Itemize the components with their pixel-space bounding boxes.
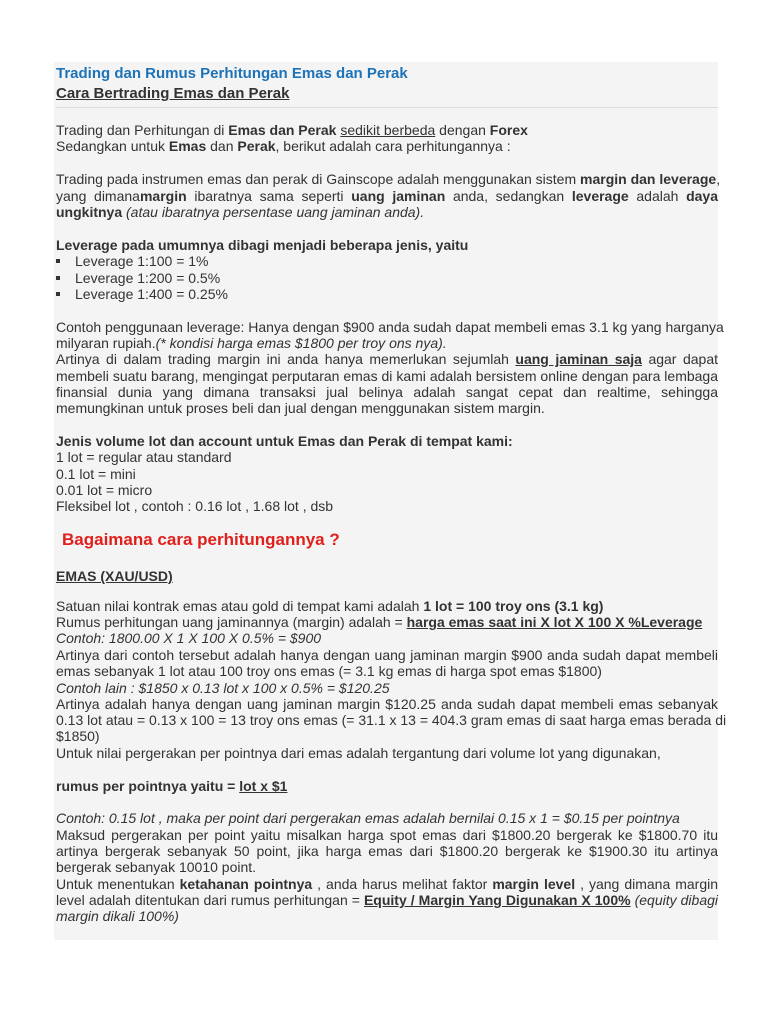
contoh-line-2: milyaran rupiah.(* kondisi harga emas $1800 per troy ons nya). [56, 335, 447, 351]
contoh-line-6: memungkinan untuk proses beli dan jual dengan menggunakan sistem margin. [56, 400, 545, 416]
point-line-4: artinya bergerak sebanyak 50 point, jika harga emas dari $1800.20 bergerak ke $1900.30 itu artinya [56, 843, 718, 859]
emas-line-10: Untuk nilai pergerakan per pointnya dari emas adalah tergantung dari volume lot yang digunakan, [56, 745, 661, 761]
page-title: Trading dan Rumus Perhitungan Emas dan Perak [56, 65, 408, 82]
point-formula: rumus per pointnya yaitu = lot x $1 [56, 778, 288, 794]
emas-line-8: 0.13 lot atau = 0.13 x 100 = 13 troy ons emas (= 31.1 x 13 = 404.3 gram emas di saat harga emas berada di [56, 712, 727, 728]
emas-line-1: Satuan nilai kontrak emas atau gold di tempat kami adalah 1 lot = 100 troy ons (3.1 kg) [56, 598, 604, 614]
emas-line-9: $1850) [56, 728, 100, 744]
lot-item: 0.01 lot = micro [56, 482, 153, 498]
lot-heading: Jenis volume lot dan account untuk Emas dan Perak di tempat kami: [56, 433, 513, 449]
emas-line-5: emas sebanyak 1 lot atau 100 troy ons emas (= 3.1 kg emas di harga spot emas $1800) [56, 663, 602, 679]
bullet-icon [56, 292, 60, 296]
contoh-line-5: finansial dunia yang dimana transaksi jual belinya adalah sangat cepat dan realtime, sehingga [56, 384, 718, 400]
section-heading: Bagaimana cara perhitungannya ? [62, 530, 340, 549]
emas-heading: EMAS (XAU/USD) [56, 568, 173, 584]
leverage-item: Leverage 1:100 = 1% [56, 253, 209, 269]
point-line-2: Contoh: 0.15 lot , maka per point dari pergerakan emas adalah bernilai 0.15 x 1 = $0.15 per pointnya [56, 810, 680, 826]
margin-line-2: yang dimanamargin ibaratnya sama seperti uang jaminan anda, sedangkan leverage adalah daya [56, 188, 719, 204]
sedikit-berbeda-link[interactable]: sedikit berbeda [340, 122, 436, 138]
contoh-line-1: Contoh penggunaan leverage: Hanya dengan $900 anda sudah dapat membeli emas 3.1 kg yang harganya [56, 319, 724, 335]
intro-line-1: Trading dan Perhitungan di Emas dan Perak sedikit berbeda dengan Forex [56, 122, 528, 138]
point-line-5: bergerak sebanyak 10010 point. [56, 859, 257, 875]
emas-line-7: Artinya adalah hanya dengan uang jaminan margin $120.25 anda sudah dapat membeli emas sebanyak [56, 696, 718, 712]
margin-line-3: ungkitnya (atau ibaratnya persentase uang jaminan anda). [56, 204, 425, 220]
leverage-item: Leverage 1:400 = 0.25% [56, 286, 228, 302]
emas-line-6: Contoh lain : $1850 x 0.13 lot x 100 x 0.5% = $120.25 [56, 680, 390, 696]
contoh-line-4: membeli suatu barang, mengingat perputaran emas di kami adalah bersistem online dengan para lembaga [56, 368, 718, 384]
divider [56, 107, 718, 108]
emas-line-3: Contoh: 1800.00 X 1 X 100 X 0.5% = $900 [56, 630, 322, 646]
bullet-icon [56, 276, 60, 280]
emas-line-2: Rumus perhitungan uang jaminannya (margin) adalah = harga emas saat ini X lot X 100 X %Leverage [56, 614, 703, 630]
contoh-line-3: Artinya di dalam trading margin ini anda hanya memerlukan sejumlah uang jaminan saja agar dapat [56, 351, 718, 367]
margin-line-1: Trading pada instrumen emas dan perak di Gainscope adalah menggunakan sistem margin dan leverage, [56, 171, 721, 187]
bullet-icon [56, 259, 60, 263]
lot-item: Fleksibel lot , contoh : 0.16 lot , 1.68 lot , dsb [56, 498, 334, 514]
point-line-3: Maksud pergerakan per point yaitu misalkan harga spot emas dari $1800.20 bergerak ke $1800.70 itu [56, 827, 718, 843]
lot-item: 0.1 lot = mini [56, 466, 136, 482]
page-subtitle: Cara Bertrading Emas dan Perak [56, 85, 290, 102]
lot-item: 1 lot = regular atau standard [56, 449, 232, 465]
intro-line-2: Sedangkan untuk Emas dan Perak, berikut adalah cara perhitungannya : [56, 138, 511, 154]
point-line-8: margin dikali 100%) [56, 908, 179, 924]
leverage-heading: Leverage pada umumnya dibagi menjadi beberapa jenis, yaitu [56, 237, 469, 253]
leverage-item: Leverage 1:200 = 0.5% [56, 270, 220, 286]
point-line-6: Untuk menentukan ketahanan pointnya , anda harus melihat faktor margin level , yang dimana margin [56, 876, 719, 892]
point-line-7: level adalah ditentukan dari rumus perhitungan = Equity / Margin Yang Digunakan X 100% (equity dibagi [56, 892, 719, 908]
emas-line-4: Artinya dari contoh tersebut adalah hanya dengan uang jaminan margin $900 anda sudah dapat membeli [56, 647, 718, 663]
